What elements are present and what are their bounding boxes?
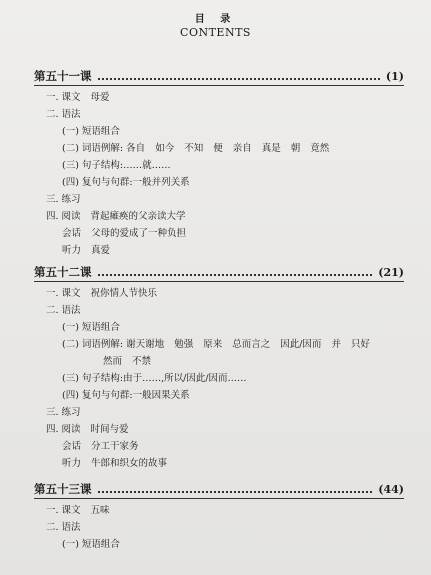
lesson-divider	[34, 498, 404, 499]
lesson-page-number: (21)	[378, 265, 404, 279]
lesson-title: 第五十二课	[34, 265, 92, 279]
page-subtitle: CONTENTS	[180, 26, 251, 39]
leader-dots	[98, 274, 373, 276]
lesson-title: 第五十三课	[34, 482, 92, 496]
toc-line-grammar: 二. 语法	[46, 305, 81, 316]
leader-dots	[98, 491, 373, 493]
toc-line-word-examples-cont: 然而 不禁	[103, 356, 152, 367]
lesson-52-heading[interactable]	[34, 264, 404, 280]
toc-line-conversation: 会话 分工干家务	[62, 441, 139, 452]
lesson-title: 第五十一课	[34, 69, 92, 83]
leader-dots	[98, 78, 380, 80]
toc-line-complex-sentences: (四) 复句与句群:一般因果关系	[62, 390, 190, 401]
toc-line-exercises: 三. 练习	[46, 194, 81, 205]
toc-line-reading: 四. 阅读 时间与爱	[46, 424, 129, 435]
lesson-divider	[34, 281, 404, 282]
lesson-divider	[34, 85, 404, 86]
toc-line-grammar: 二. 语法	[46, 522, 81, 533]
lesson-page-number: (44)	[378, 482, 404, 496]
lesson-53-heading[interactable]	[34, 481, 404, 497]
toc-line-text: 一. 课文 祝你情人节快乐	[46, 288, 158, 299]
toc-line-grammar: 二. 语法	[46, 109, 81, 120]
toc-line-sentence-structure: (三) 句子结构:由于……,所以/因此/因而……	[62, 373, 247, 384]
toc-line-word-examples: (二) 词语例解: 谢天谢地 勉强 原来 总而言之 因此/因而 并 只好	[62, 339, 370, 350]
lesson-page-number: (1)	[385, 69, 404, 83]
toc-line-text: 一. 课文 五味	[46, 505, 110, 516]
toc-line-phrases: (一) 短语组合	[62, 322, 120, 333]
toc-line-reading: 四. 阅读 背起瘫痪的父亲读大学	[46, 211, 186, 222]
toc-line-listening: 听力 真爱	[62, 245, 111, 256]
toc-line-listening: 听力 牛郎和织女的故事	[62, 458, 168, 469]
toc-line-phrases: (一) 短语组合	[62, 539, 120, 550]
toc-line-complex-sentences: (四) 复句与句群:一般并列关系	[62, 177, 190, 188]
page-title: 目 录	[194, 14, 237, 25]
lesson-51-heading[interactable]	[34, 68, 404, 84]
toc-line-conversation: 会话 父母的爱成了一种负担	[62, 228, 187, 239]
toc-line-word-examples: (二) 词语例解: 各自 如今 不知 便 亲自 真是 朝 竟然	[62, 143, 330, 154]
toc-line-sentence-structure: (三) 句子结构:……就……	[62, 160, 171, 171]
toc-line-exercises: 三. 练习	[46, 407, 81, 418]
toc-line-text: 一. 课文 母爱	[46, 92, 110, 103]
toc-line-phrases: (一) 短语组合	[62, 126, 120, 137]
